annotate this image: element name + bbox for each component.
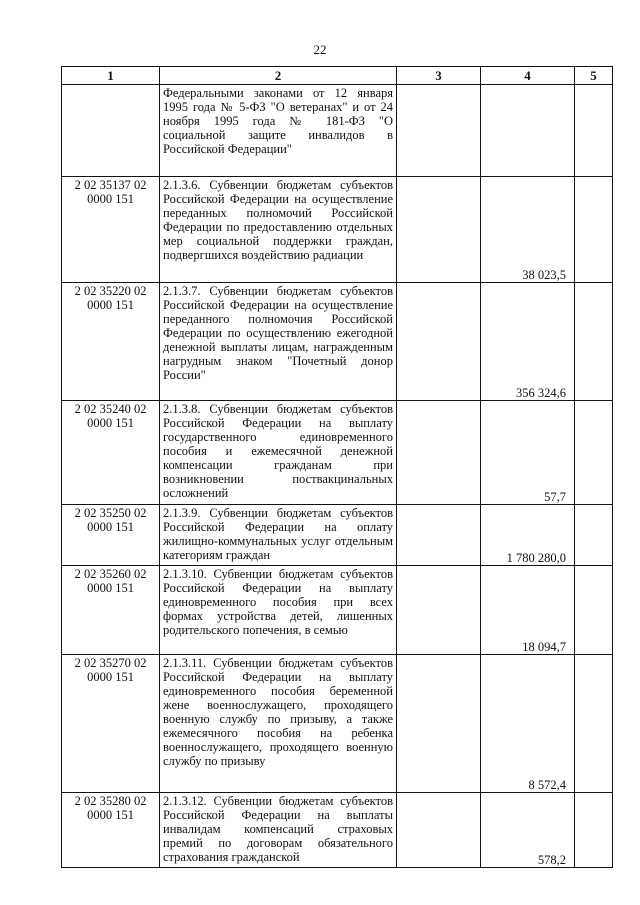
row-description: 2.1.3.11. Субвенции бюджетам субъектов Российской Федерации на выплату единовременного пособия беременной жене военнослужащего, проходящего военную службу по призыву, а также ежемесячного пособия на ребенка военнослужащего, проходящего военную службу по призыву [160, 655, 397, 793]
row-col5 [575, 283, 613, 401]
row-col3 [397, 85, 481, 177]
table-row [62, 655, 613, 793]
row-code: 2 02 35137 02 0000 151 [62, 177, 160, 283]
column-header-5: 5 [575, 67, 613, 85]
row-code: 2 02 35240 02 0000 151 [62, 401, 160, 505]
row-amount: 578,2 [481, 793, 575, 868]
row-description: 2.1.3.6. Субвенции бюджетам субъектов Российской Федерации на осуществление переданных полномочий Российской Федерации по предоставлению отдельных мер социальной поддержки граждан, подвергшихся воздействию радиации [160, 177, 397, 283]
row-col3 [397, 283, 481, 401]
row-amount: 18 094,7 [481, 566, 575, 655]
row-description: 2.1.3.7. Субвенции бюджетам субъектов Российской Федерации на осуществление переданного полномочия Российской Федерации по осуществлению ежегодной денежной выплаты лицам, награжденным нагрудным знаком "Почетный донор России" [160, 283, 397, 401]
row-amount: 38 023,5 [481, 177, 575, 283]
row-col5 [575, 655, 613, 793]
row-description: 2.1.3.9. Субвенции бюджетам субъектов Российской Федерации на оплату жилищно-коммунальных услуг отдельным категориям граждан [160, 505, 397, 566]
row-code: 2 02 35220 02 0000 151 [62, 283, 160, 401]
row-description: 2.1.3.12. Субвенции бюджетам субъектов Российской Федерации на выплаты инвалидам компенсаций страховых премий по договорам обязательного страхования гражданской [160, 793, 397, 868]
table-row [62, 566, 613, 655]
column-header-2: 2 [160, 67, 397, 85]
row-description: Федеральными законами от 12 января 1995 года № 5-ФЗ "О ветеранах" и от 24 ноября 1995 года № 181-ФЗ "О социальной защите инвалидов в Российской Федерации" [160, 85, 397, 177]
column-header-3: 3 [397, 67, 481, 85]
row-code: 2 02 35270 02 0000 151 [62, 655, 160, 793]
column-header-4: 4 [481, 67, 575, 85]
row-code [62, 85, 160, 177]
row-amount: 1 780 280,0 [481, 505, 575, 566]
row-col3 [397, 505, 481, 566]
row-col5 [575, 505, 613, 566]
table-row [62, 505, 613, 566]
row-amount [481, 85, 575, 177]
row-col5 [575, 793, 613, 868]
table-row [62, 401, 613, 505]
row-col5 [575, 85, 613, 177]
page-number: 22 [313, 42, 327, 57]
column-header-1: 1 [62, 67, 160, 85]
budget-table [61, 66, 613, 868]
row-col3 [397, 177, 481, 283]
row-col3 [397, 793, 481, 868]
row-code: 2 02 35260 02 0000 151 [62, 566, 160, 655]
table-row [62, 283, 613, 401]
row-amount: 356 324,6 [481, 283, 575, 401]
table-row [62, 793, 613, 868]
row-description: 2.1.3.10. Субвенции бюджетам субъектов Российской Федерации на выплату единовременного пособия при всех формах устройства детей, лишенных родительского попечения, в семью [160, 566, 397, 655]
row-col3 [397, 655, 481, 793]
row-col5 [575, 401, 613, 505]
row-col5 [575, 177, 613, 283]
row-code: 2 02 35280 02 0000 151 [62, 793, 160, 868]
row-col5 [575, 566, 613, 655]
row-description: 2.1.3.8. Субвенции бюджетам субъектов Российской Федерации на выплату государственного единовременного пособия и ежемесячной денежной компенсации гражданам при возникновении поствакцинальных осложнений [160, 401, 397, 505]
row-col3 [397, 401, 481, 505]
table-row [62, 85, 613, 177]
row-amount: 8 572,4 [481, 655, 575, 793]
table-row [62, 177, 613, 283]
row-col3 [397, 566, 481, 655]
row-code: 2 02 35250 02 0000 151 [62, 505, 160, 566]
row-amount: 57,7 [481, 401, 575, 505]
header-row [62, 67, 613, 85]
